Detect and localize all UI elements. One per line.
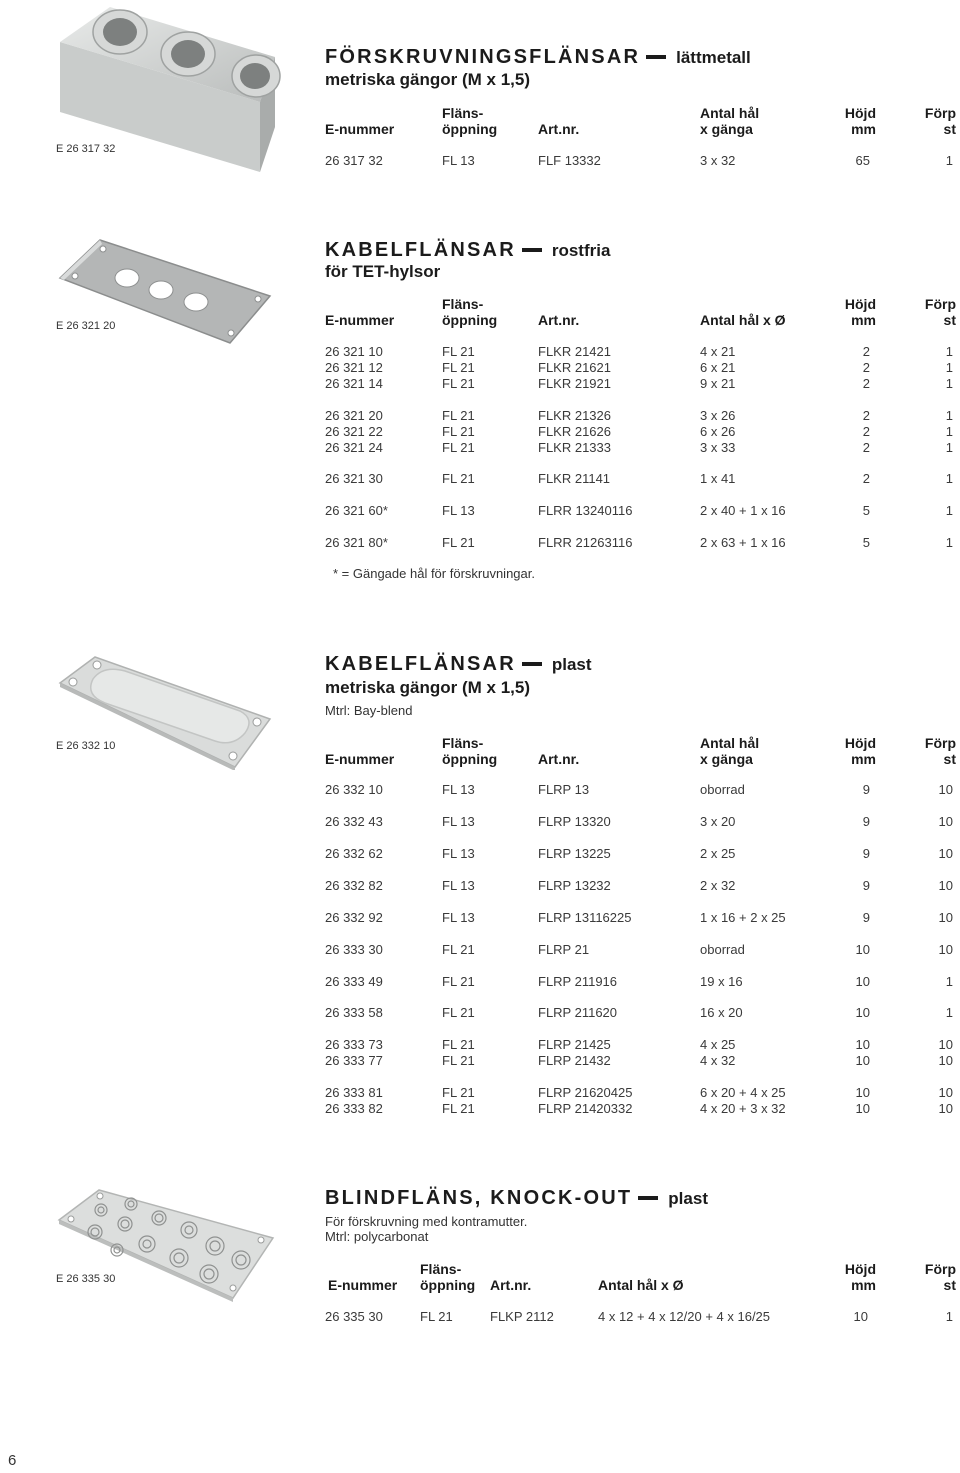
col-header-enummer: E-nummer [325,312,395,328]
col-header-forp: Förp st [924,296,956,328]
title-text: BLINDFLÄNS, KNOCK-OUT [325,1187,633,1209]
col-header-forp: Förp st [924,735,956,767]
col-header-hojd: Höjd mm [844,1261,876,1293]
title-text: KABELFLÄNSAR [325,653,516,675]
table-row: 26 321 30 FL 21 FLKR 21141 1 x 41 2 1 [325,471,953,486]
col-header-holes: Antal hål x Ø [700,312,786,328]
col-header-artnr: Art.nr. [538,121,580,137]
table-row: 26 332 10 FL 13 FLRP 13 oborrad 9 10 [325,782,953,797]
figure-caption: E 26 321 20 [56,320,116,332]
title-dash [638,1196,658,1200]
table-row: 26 321 10 FL 21 FLKR 21421 4 x 21 2 1 [325,344,953,359]
table-row: 26 333 81 FL 21 FLRP 21620425 6 x 20 + 4 x 25 10 10 [325,1085,953,1100]
table-row: 26 332 43 FL 13 FLRP 13320 3 x 20 9 10 [325,814,953,829]
title-material: plast [668,1189,708,1208]
table-row: 26 317 32 FL 13 FLF 13332 3 x 32 65 1 [325,153,953,168]
col-header-flans: Fläns- öppning [442,105,498,137]
table-row: 26 321 22 FL 21 FLKR 21626 6 x 26 2 1 [325,424,953,439]
material-note: Mtrl: Bay-blend [325,703,413,718]
table-row: 26 321 20 FL 21 FLKR 21326 3 x 26 2 1 [325,408,953,423]
section-subtitle: För förskruvning med kontramutter. [325,1214,528,1229]
table-row: 26 333 49 FL 21 FLRP 211916 19 x 16 10 1 [325,974,953,989]
col-header-artnr: Art.nr. [538,312,580,328]
product-image-plastic-flange [55,655,275,770]
table-row: 26 321 14 FL 21 FLKR 21921 9 x 21 2 1 [325,376,953,391]
table-row: 26 335 30 FL 21 FLKP 2112 4 x 12 + 4 x 12/20 + 4 x 16/25 10 1 [325,1309,953,1324]
col-header-enummer: E-nummer [325,121,395,137]
title-material: rostfria [551,241,611,260]
table-row: 26 332 92 FL 13 FLRP 13116225 1 x 16 + 2 x 25 9 10 [325,910,953,925]
col-header-holes: Antal hål x gänga [700,735,760,767]
section-title [325,239,610,262]
col-header-artnr: Art.nr. [538,751,580,767]
section-subtitle: metriska gängor (M x 1,5) [325,70,531,89]
table-row: 26 321 80* FL 21 FLRR 21263116 2 x 63 + 1 x 16 5 1 [325,535,953,550]
col-header-flans: Fläns- öppning [420,1261,476,1293]
section-title [325,1187,708,1210]
page-number: 6 [8,1452,17,1469]
col-header-enummer: E-nummer [328,1277,398,1293]
title-text: FÖRSKRUVNINGSFLÄNSAR [325,46,641,68]
col-header-hojd: Höjd mm [844,105,876,137]
col-header-forp: Förp st [924,105,956,137]
section-subtitle: för TET-hylsor [325,262,441,281]
title-dash [646,55,666,59]
section-title [325,46,751,69]
material-note: Mtrl: polycarbonat [325,1229,429,1244]
col-header-hojd: Höjd mm [844,296,876,328]
table-row: 26 333 73 FL 21 FLRP 21425 4 x 25 10 10 [325,1037,953,1052]
product-image-knockout-plate [55,1188,275,1303]
section-title [325,653,592,676]
table-row: 26 321 12 FL 21 FLKR 21621 6 x 21 2 1 [325,360,953,375]
table-row: 26 333 58 FL 21 FLRP 211620 16 x 20 10 1 [325,1005,953,1020]
section-subtitle: metriska gängor (M x 1,5) [325,678,531,697]
title-material: plast [551,655,592,674]
title-material: lättmetall [676,48,751,67]
col-header-forp: Förp st [924,1261,956,1293]
footnote: * = Gängade hål för förskruvningar. [333,566,535,581]
col-header-hojd: Höjd mm [844,735,876,767]
figure-caption: E 26 332 10 [56,740,116,752]
col-header-holes: Antal hål x gänga [700,105,760,137]
table-row: 26 332 82 FL 13 FLRP 13232 2 x 32 9 10 [325,878,953,893]
figure-caption: E 26 335 30 [56,1273,116,1285]
col-header-enummer: E-nummer [325,751,395,767]
table-row: 26 333 30 FL 21 FLRP 21 oborrad 10 10 [325,942,953,957]
table-row: 26 333 77 FL 21 FLRP 21432 4 x 32 10 10 [325,1053,953,1068]
table-row: 26 332 62 FL 13 FLRP 13225 2 x 25 9 10 [325,846,953,861]
title-text: KABELFLÄNSAR [325,239,516,261]
table-row: 26 321 24 FL 21 FLKR 21333 3 x 33 2 1 [325,440,953,455]
col-header-artnr: Art.nr. [490,1277,532,1293]
table-row: 26 321 60* FL 13 FLRR 13240116 2 x 40 + 1 x 16 5 1 [325,503,953,518]
title-dash [522,248,542,252]
col-header-holes: Antal hål x Ø [598,1277,684,1293]
table-row: 26 333 82 FL 21 FLRP 21420332 4 x 20 + 3 x 32 10 10 [325,1101,953,1116]
figure-caption: E 26 317 32 [56,143,116,155]
col-header-flans: Fläns- öppning [442,296,498,328]
title-dash [522,662,542,666]
col-header-flans: Fläns- öppning [442,735,498,767]
